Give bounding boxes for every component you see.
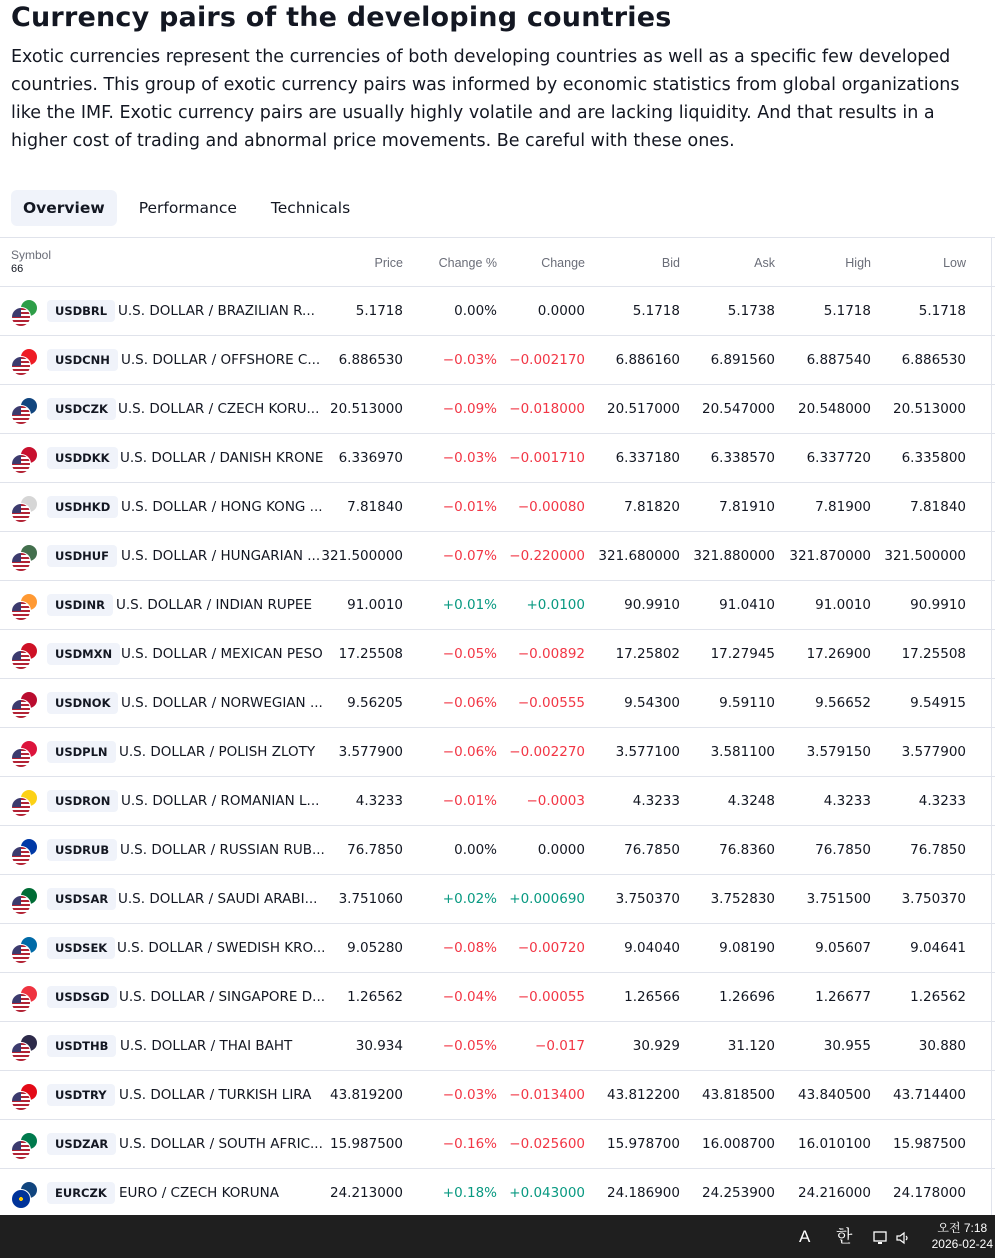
table-row[interactable] <box>0 875 995 924</box>
change-percent-cell: +0.18% <box>442 1185 497 1201</box>
table-row[interactable] <box>0 336 995 385</box>
low-cell: 15.987500 <box>892 1136 966 1152</box>
table-row[interactable] <box>0 630 995 679</box>
table-row[interactable] <box>0 483 995 532</box>
ask-cell: 7.81910 <box>719 499 775 515</box>
change-cell: +0.000690 <box>509 891 585 907</box>
low-cell: 6.886530 <box>901 352 966 368</box>
header-change[interactable]: Change <box>541 256 585 270</box>
price-cell: 3.577900 <box>338 744 403 760</box>
change-percent-cell: +0.01% <box>442 597 497 613</box>
change-percent-cell: −0.03% <box>442 450 497 466</box>
volume-icon[interactable] <box>896 1215 910 1258</box>
symbol-ticker[interactable]: USDSGD <box>47 986 117 1008</box>
low-cell: 9.04641 <box>910 940 966 956</box>
us-flag-icon <box>11 895 31 915</box>
ask-cell: 31.120 <box>727 1038 775 1054</box>
bid-cell: 20.517000 <box>606 401 680 417</box>
change-cell: 0.0000 <box>537 303 585 319</box>
change-cell: −0.017 <box>535 1038 585 1054</box>
low-cell: 24.178000 <box>892 1185 966 1201</box>
price-cell: 76.7850 <box>347 842 403 858</box>
tab-overview[interactable]: Overview <box>11 190 117 226</box>
symbol-ticker[interactable]: USDHUF <box>47 545 117 567</box>
clock-date: 2026-02-24 <box>931 1237 993 1251</box>
symbol-description: U.S. DOLLAR / SINGAPORE D... <box>119 989 326 1005</box>
change-percent-cell: 0.00% <box>454 842 497 858</box>
bid-cell: 4.3233 <box>632 793 680 809</box>
taskbar <box>0 1215 995 1258</box>
price-cell: 6.886530 <box>338 352 403 368</box>
bid-cell: 6.886160 <box>615 352 680 368</box>
change-percent-cell: −0.09% <box>442 401 497 417</box>
bid-cell: 30.929 <box>632 1038 680 1054</box>
change-percent-cell: −0.08% <box>442 940 497 956</box>
symbol-ticker[interactable]: USDBRL <box>47 300 115 322</box>
currency-flag-icon <box>11 642 37 668</box>
symbol-description: U.S. DOLLAR / MEXICAN PESO <box>121 646 323 662</box>
high-cell: 5.1718 <box>823 303 871 319</box>
symbol-ticker[interactable]: USDSAR <box>47 888 116 910</box>
high-cell: 76.7850 <box>815 842 871 858</box>
ask-cell: 3.752830 <box>710 891 775 907</box>
currency-flag-icon <box>11 1181 37 1207</box>
symbol-ticker[interactable]: USDNOK <box>47 692 118 714</box>
high-cell: 9.56652 <box>815 695 871 711</box>
table-row[interactable] <box>0 287 995 336</box>
change-percent-cell: −0.16% <box>442 1136 497 1152</box>
symbol-description: U.S. DOLLAR / SOUTH AFRIC... <box>119 1136 323 1152</box>
us-flag-icon <box>11 552 31 572</box>
ask-cell: 17.27945 <box>710 646 775 662</box>
currency-flag-icon <box>11 887 37 913</box>
price-cell: 9.56205 <box>347 695 403 711</box>
symbol-description: EURO / CZECH KORUNA <box>119 1185 279 1201</box>
currency-flag-icon <box>11 299 37 325</box>
us-flag-icon <box>11 846 31 866</box>
symbol-ticker[interactable]: USDDKK <box>47 447 118 469</box>
symbol-description: U.S. DOLLAR / SWEDISH KRO... <box>117 940 326 956</box>
low-cell: 43.714400 <box>892 1087 966 1103</box>
low-cell: 76.7850 <box>910 842 966 858</box>
change-percent-cell: +0.02% <box>442 891 497 907</box>
bid-cell: 90.9910 <box>624 597 680 613</box>
column-divider <box>991 237 992 1215</box>
change-cell: −0.013400 <box>509 1087 585 1103</box>
symbol-ticker[interactable]: USDTRY <box>47 1084 115 1106</box>
symbol-description: U.S. DOLLAR / POLISH ZLOTY <box>119 744 316 760</box>
currency-flag-icon <box>11 495 37 521</box>
change-cell: −0.0003 <box>526 793 585 809</box>
low-cell: 5.1718 <box>918 303 966 319</box>
change-cell: −0.220000 <box>509 548 585 564</box>
us-flag-icon <box>11 650 31 670</box>
currency-flag-icon <box>11 1034 37 1060</box>
eu-flag-icon <box>11 1189 31 1209</box>
table-row[interactable] <box>0 826 995 875</box>
low-cell: 17.25508 <box>901 646 966 662</box>
low-cell: 1.26562 <box>910 989 966 1005</box>
ask-cell: 6.338570 <box>710 450 775 466</box>
us-flag-icon <box>11 356 31 376</box>
change-cell: −0.018000 <box>509 401 585 417</box>
currency-table <box>0 237 995 1215</box>
change-cell: −0.00055 <box>517 989 585 1005</box>
change-percent-cell: −0.01% <box>442 499 497 515</box>
bid-cell: 3.577100 <box>615 744 680 760</box>
high-cell: 7.81900 <box>815 499 871 515</box>
symbol-description: U.S. DOLLAR / DANISH KRONE <box>120 450 324 466</box>
bid-cell: 321.680000 <box>598 548 680 564</box>
change-cell: −0.001710 <box>509 450 585 466</box>
change-percent-cell: −0.07% <box>442 548 497 564</box>
bid-cell: 3.750370 <box>615 891 680 907</box>
symbol-description: U.S. DOLLAR / RUSSIAN RUB... <box>120 842 325 858</box>
high-cell: 4.3233 <box>823 793 871 809</box>
us-flag-icon <box>11 944 31 964</box>
low-cell: 3.750370 <box>901 891 966 907</box>
change-cell: −0.002170 <box>509 352 585 368</box>
high-cell: 1.26677 <box>815 989 871 1005</box>
price-cell: 4.3233 <box>355 793 403 809</box>
price-cell: 24.213000 <box>329 1185 403 1201</box>
symbol-description: U.S. DOLLAR / TURKISH LIRA <box>119 1087 312 1103</box>
price-cell: 30.934 <box>355 1038 403 1054</box>
table-row[interactable] <box>0 532 995 581</box>
symbol-description: U.S. DOLLAR / INDIAN RUPEE <box>116 597 312 613</box>
low-cell: 3.577900 <box>901 744 966 760</box>
low-cell: 321.500000 <box>884 548 966 564</box>
symbol-description: U.S. DOLLAR / ROMANIAN L... <box>121 793 320 809</box>
change-cell: −0.00720 <box>517 940 585 956</box>
high-cell: 43.840500 <box>797 1087 871 1103</box>
currency-flag-icon <box>11 1132 37 1158</box>
currency-flag-icon <box>11 446 37 472</box>
currency-flag-icon <box>11 397 37 423</box>
change-percent-cell: −0.01% <box>442 793 497 809</box>
change-cell: +0.0100 <box>526 597 585 613</box>
low-cell: 9.54915 <box>910 695 966 711</box>
table-row[interactable] <box>0 1120 995 1169</box>
currency-flag-icon <box>11 1083 37 1109</box>
symbol-ticker[interactable]: USDPLN <box>47 741 116 763</box>
tab-technicals[interactable]: Technicals <box>270 199 351 217</box>
header-symbol-label: Symbol <box>11 248 52 262</box>
ask-cell: 6.891560 <box>710 352 775 368</box>
symbol-ticker[interactable]: USDMXN <box>47 643 120 665</box>
change-percent-cell: −0.03% <box>442 1087 497 1103</box>
low-cell: 90.9910 <box>910 597 966 613</box>
header-high[interactable]: High <box>845 256 871 270</box>
change-percent-cell: −0.04% <box>442 989 497 1005</box>
bid-cell: 15.978700 <box>606 1136 680 1152</box>
high-cell: 321.870000 <box>789 548 871 564</box>
bid-cell: 17.25802 <box>615 646 680 662</box>
symbol-ticker[interactable]: USDRUB <box>47 839 117 861</box>
us-flag-icon <box>11 797 31 817</box>
currency-flag-icon <box>11 348 37 374</box>
currency-flag-icon <box>11 691 37 717</box>
price-cell: 3.751060 <box>338 891 403 907</box>
change-cell: −0.002270 <box>509 744 585 760</box>
price-cell: 43.819200 <box>329 1087 403 1103</box>
us-flag-icon <box>11 1042 31 1062</box>
system-clock[interactable] <box>932 1220 993 1252</box>
tab-performance[interactable]: Performance <box>138 199 237 217</box>
symbol-ticker[interactable]: USDCNH <box>47 349 118 371</box>
currency-flag-icon <box>11 838 37 864</box>
header-bid[interactable]: Bid <box>661 256 680 270</box>
header-symbol[interactable] <box>11 248 51 276</box>
table-row[interactable] <box>0 777 995 826</box>
symbol-ticker[interactable]: USDINR <box>47 594 113 616</box>
change-percent-cell: −0.05% <box>442 646 497 662</box>
bid-cell: 1.26566 <box>624 989 680 1005</box>
tab-bar <box>11 190 362 226</box>
page-description: Exotic currencies represent the currencies of both developing countries as well as a specific few developed countries. This group of exotic currency pairs was informed by economic statistics from global organizations like the IMF. Exotic currency pairs are usually highly volatile and are lacking liquidity. And that results in a higher cost of trading and abnormal price movements. Be careful with these ones. <box>11 47 960 151</box>
us-flag-icon <box>11 1091 31 1111</box>
symbol-description: U.S. DOLLAR / THAI BAHT <box>120 1038 293 1054</box>
network-icon[interactable] <box>873 1215 889 1258</box>
bid-cell: 6.337180 <box>615 450 680 466</box>
change-cell: +0.043000 <box>509 1185 585 1201</box>
price-cell: 91.0010 <box>347 597 403 613</box>
price-cell: 17.25508 <box>338 646 403 662</box>
high-cell: 17.26900 <box>806 646 871 662</box>
change-percent-cell: −0.06% <box>442 744 497 760</box>
table-row[interactable] <box>0 385 995 434</box>
table-row[interactable] <box>0 1071 995 1120</box>
ask-cell: 43.818500 <box>701 1087 775 1103</box>
symbol-ticker[interactable]: EURCZK <box>47 1182 115 1204</box>
ask-cell: 91.0410 <box>719 597 775 613</box>
price-cell: 1.26562 <box>347 989 403 1005</box>
low-cell: 7.81840 <box>910 499 966 515</box>
low-cell: 4.3233 <box>918 793 966 809</box>
symbol-description: U.S. DOLLAR / SAUDI ARABI... <box>118 891 318 907</box>
currency-flag-icon <box>11 789 37 815</box>
low-cell: 20.513000 <box>892 401 966 417</box>
clock-time: 오전 7:18 <box>937 1221 988 1235</box>
bid-cell: 76.7850 <box>624 842 680 858</box>
table-row[interactable] <box>0 728 995 777</box>
page-title: Currency pairs of the developing countries <box>11 2 672 33</box>
change-percent-cell: 0.00% <box>454 303 497 319</box>
ask-cell: 4.3248 <box>727 793 775 809</box>
ime-hangul-indicator[interactable]: 한 <box>836 1227 853 1246</box>
change-percent-cell: −0.06% <box>442 695 497 711</box>
table-row[interactable] <box>0 434 995 483</box>
us-flag-icon <box>11 699 31 719</box>
high-cell: 9.05607 <box>815 940 871 956</box>
symbol-ticker[interactable]: USDTHB <box>47 1035 116 1057</box>
table-row[interactable] <box>0 924 995 973</box>
price-cell: 6.336970 <box>338 450 403 466</box>
ask-cell: 24.253900 <box>701 1185 775 1201</box>
currency-flag-icon <box>11 544 37 570</box>
us-flag-icon <box>11 307 31 327</box>
high-cell: 3.751500 <box>806 891 871 907</box>
ask-cell: 20.547000 <box>701 401 775 417</box>
price-cell: 20.513000 <box>329 401 403 417</box>
bid-cell: 43.812200 <box>606 1087 680 1103</box>
change-cell: −0.00555 <box>517 695 585 711</box>
ask-cell: 3.581100 <box>710 744 775 760</box>
ask-cell: 9.08190 <box>719 940 775 956</box>
change-percent-cell: −0.05% <box>442 1038 497 1054</box>
symbol-description: U.S. DOLLAR / HONG KONG ... <box>121 499 323 515</box>
currency-flag-icon <box>11 593 37 619</box>
bid-cell: 24.186900 <box>606 1185 680 1201</box>
low-cell: 6.335800 <box>901 450 966 466</box>
currency-flag-icon <box>11 985 37 1011</box>
ask-cell: 76.8360 <box>719 842 775 858</box>
ask-cell: 9.59110 <box>719 695 775 711</box>
symbol-ticker[interactable]: USDCZK <box>47 398 116 420</box>
us-flag-icon <box>11 503 31 523</box>
us-flag-icon <box>11 1140 31 1160</box>
price-cell: 7.81840 <box>347 499 403 515</box>
ask-cell: 321.880000 <box>693 548 775 564</box>
us-flag-icon <box>11 454 31 474</box>
ask-cell: 16.008700 <box>701 1136 775 1152</box>
change-cell: −0.025600 <box>509 1136 585 1152</box>
table-row[interactable] <box>0 1169 995 1215</box>
change-cell: −0.00892 <box>517 646 585 662</box>
high-cell: 16.010100 <box>797 1136 871 1152</box>
price-cell: 321.500000 <box>321 548 403 564</box>
bid-cell: 9.54300 <box>624 695 680 711</box>
symbol-description: U.S. DOLLAR / HUNGARIAN ... <box>121 548 321 564</box>
ime-mode-indicator[interactable]: A <box>799 1227 811 1246</box>
high-cell: 6.887540 <box>806 352 871 368</box>
header-price[interactable]: Price <box>374 256 403 270</box>
ask-cell: 1.26696 <box>719 989 775 1005</box>
high-cell: 3.579150 <box>806 744 871 760</box>
header-change-percent[interactable]: Change % <box>438 256 497 270</box>
symbol-description: U.S. DOLLAR / CZECH KORU... <box>118 401 320 417</box>
symbol-ticker[interactable]: USDZAR <box>47 1133 116 1155</box>
symbol-description: U.S. DOLLAR / BRAZILIAN R... <box>118 303 315 319</box>
table-row[interactable] <box>0 1022 995 1071</box>
high-cell: 20.548000 <box>797 401 871 417</box>
bid-cell: 9.04040 <box>624 940 680 956</box>
header-ask[interactable]: Ask <box>754 256 775 270</box>
us-flag-icon <box>11 405 31 425</box>
table-row[interactable] <box>0 581 995 630</box>
symbol-count: 66 <box>11 263 24 275</box>
symbol-ticker[interactable]: USDHKD <box>47 496 118 518</box>
bid-cell: 7.81820 <box>624 499 680 515</box>
currency-flag-icon <box>11 740 37 766</box>
high-cell: 30.955 <box>823 1038 871 1054</box>
price-cell: 5.1718 <box>355 303 403 319</box>
bid-cell: 5.1718 <box>632 303 680 319</box>
currency-flag-icon <box>11 936 37 962</box>
table-row[interactable] <box>0 679 995 728</box>
change-cell: −0.00080 <box>517 499 585 515</box>
table-row[interactable] <box>0 973 995 1022</box>
table-header <box>0 237 995 287</box>
header-low[interactable]: Low <box>943 256 966 270</box>
symbol-ticker[interactable]: USDSEK <box>47 937 115 959</box>
low-cell: 30.880 <box>918 1038 966 1054</box>
high-cell: 6.337720 <box>806 450 871 466</box>
change-cell: 0.0000 <box>537 842 585 858</box>
price-cell: 9.05280 <box>347 940 403 956</box>
us-flag-icon <box>11 748 31 768</box>
symbol-ticker[interactable]: USDRON <box>47 790 118 812</box>
price-cell: 15.987500 <box>329 1136 403 1152</box>
high-cell: 91.0010 <box>815 597 871 613</box>
change-percent-cell: −0.03% <box>442 352 497 368</box>
ask-cell: 5.1738 <box>727 303 775 319</box>
us-flag-icon <box>11 601 31 621</box>
symbol-description: U.S. DOLLAR / OFFSHORE C... <box>121 352 321 368</box>
us-flag-icon <box>11 993 31 1013</box>
high-cell: 24.216000 <box>797 1185 871 1201</box>
symbol-description: U.S. DOLLAR / NORWEGIAN ... <box>121 695 323 711</box>
